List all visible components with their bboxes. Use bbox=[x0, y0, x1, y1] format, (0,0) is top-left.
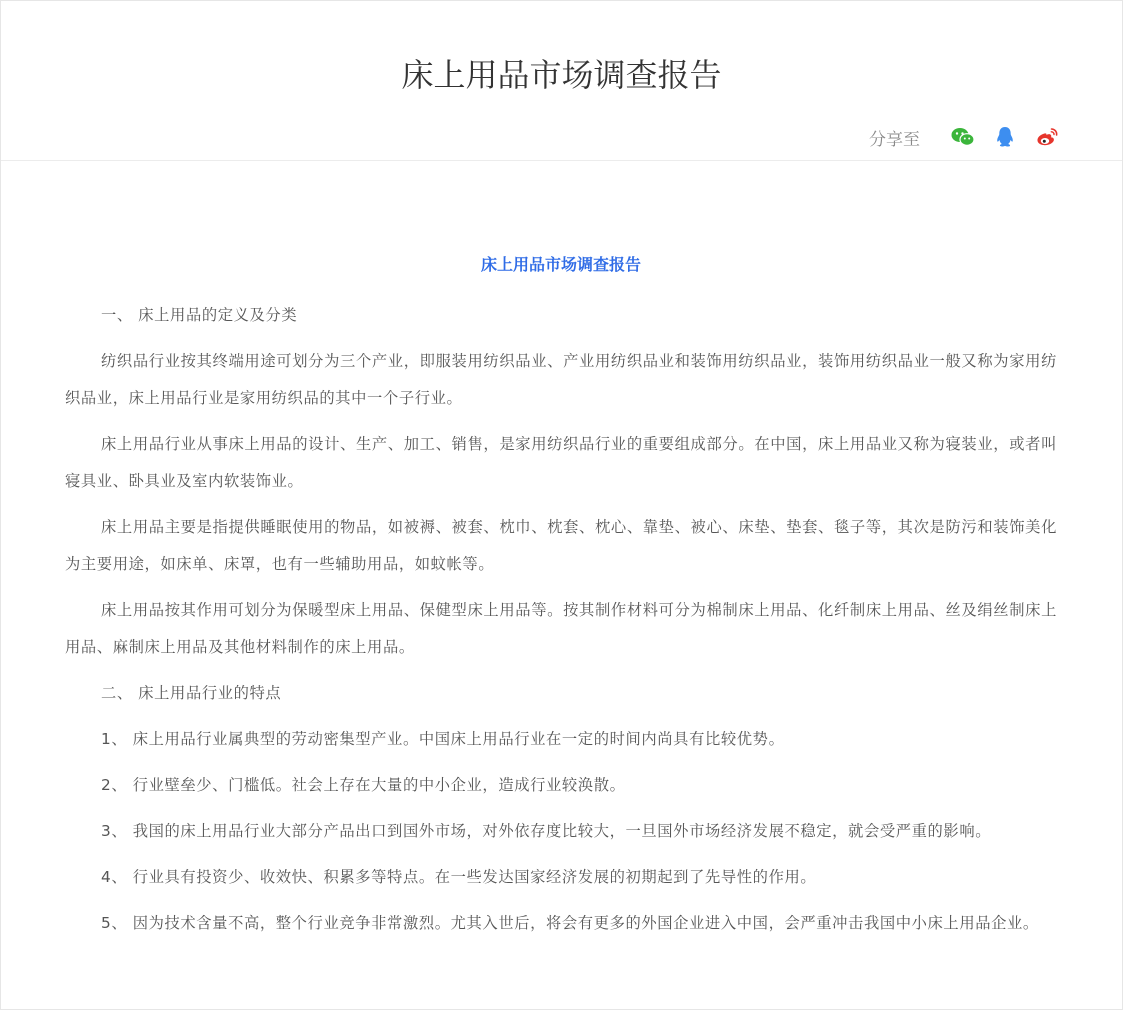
paragraph: 床上用品主要是指提供睡眠使用的物品，如被褥、被套、枕巾、枕套、枕心、靠垫、被心、床垫、垫套、毯子等，其次是防污和装饰美化为主要用途，如床单、床罩，也有一些辅助用品，如蚊帐等。 bbox=[65, 518, 1057, 573]
list-item: 3、 我国的床上用品行业大部分产品出口到国外市场，对外依存度比较大，一旦国外市场经济发展不稳定，就会受严重的影响。 bbox=[101, 822, 992, 840]
section-heading: 一、 床上用品的定义及分类 bbox=[101, 306, 298, 324]
list-item: 4、 行业具有投资少、收效快、积累多等特点。在一些发达国家经济发展的初期起到了先导性的作用。 bbox=[101, 868, 817, 886]
paragraph: 床上用品行业从事床上用品的设计、生产、加工、销售，是家用纺织品行业的重要组成部分。在中国，床上用品业又称为寝装业，或者叫寝具业、卧具业及室内软装饰业。 bbox=[65, 435, 1057, 490]
document-body bbox=[65, 251, 1057, 951]
section-heading: 二、 床上用品行业的特点 bbox=[101, 684, 282, 702]
list-item: 2、 行业壁垒少、门槛低。社会上存在大量的中小企业，造成行业较涣散。 bbox=[101, 776, 626, 794]
page-header bbox=[1, 1, 1122, 161]
page-title: 床上用品市场调查报告 bbox=[401, 56, 722, 94]
weibo-icon[interactable] bbox=[1034, 124, 1060, 150]
list-item: 5、 因为技术含量不高，整个行业竞争非常激烈。尤其入世后，将会有更多的外国企业进入中国，会严重冲击我国中小床上用品企业。 bbox=[101, 914, 1039, 932]
document-heading: 床上用品市场调查报告 bbox=[480, 255, 641, 274]
paragraph: 床上用品按其作用可划分为保暖型床上用品、保健型床上用品等。按其制作材料可分为棉制床上用品、化纤制床上用品、丝及绢丝制床上用品、麻制床上用品及其他材料制作的床上用品。 bbox=[65, 601, 1057, 656]
qq-icon[interactable] bbox=[992, 124, 1018, 150]
list-item: 1、 床上用品行业属典型的劳动密集型产业。中国床上用品行业在一定的时间内尚具有比较优势。 bbox=[101, 730, 785, 748]
share-bar bbox=[869, 121, 1060, 153]
wechat-icon[interactable] bbox=[950, 124, 976, 150]
paragraph: 纺织品行业按其终端用途可划分为三个产业，即服装用纺织品业、产业用纺织品业和装饰用纺织品业，装饰用纺织品业一般又称为家用纺织品业，床上用品行业是家用纺织品的其中一个子行业。 bbox=[65, 352, 1057, 407]
share-label: 分享至 bbox=[869, 129, 920, 150]
